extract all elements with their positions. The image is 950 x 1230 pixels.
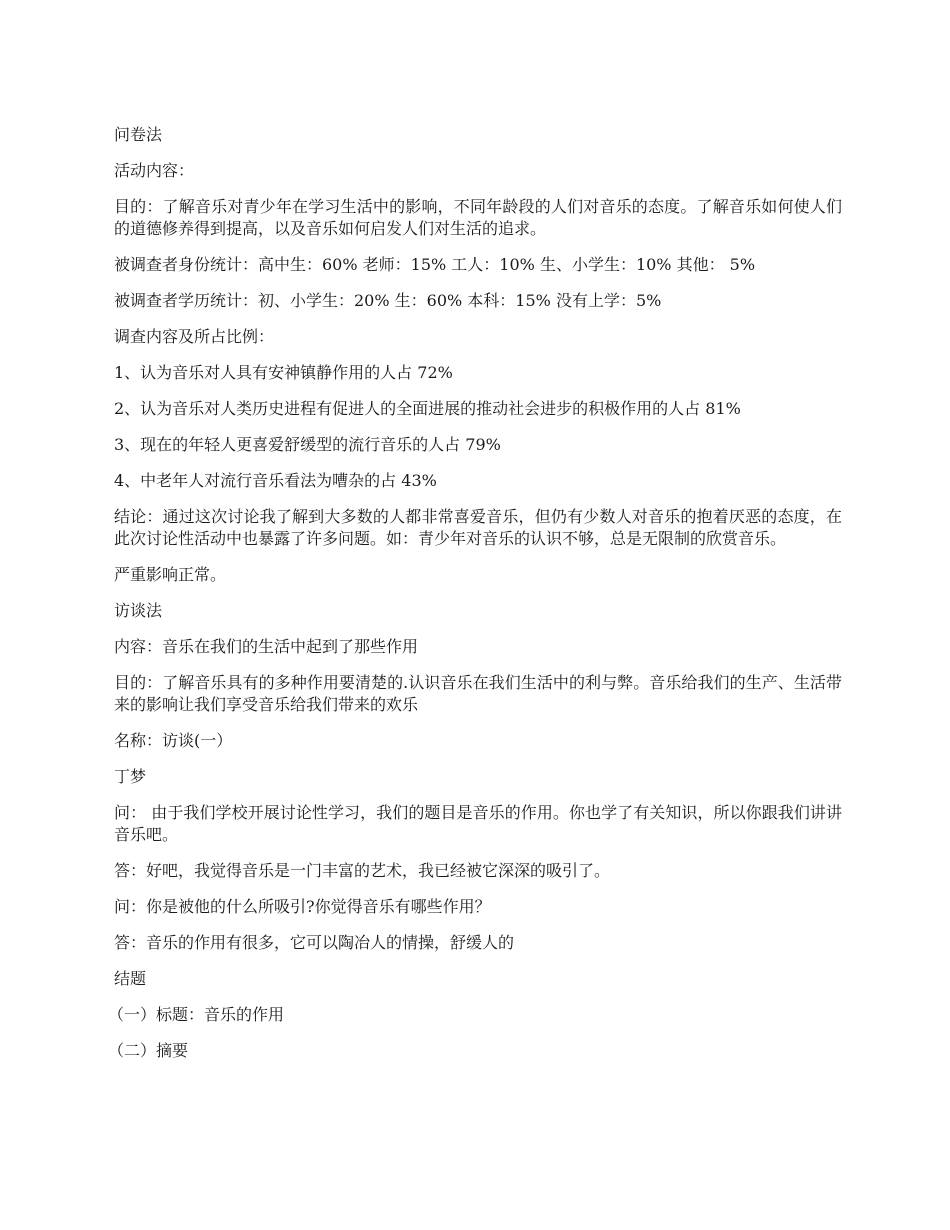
question-1: 问： 由于我们学校开展讨论性学习，我们的题目是音乐的作用。你也学了有关知识，所以你跟我们讲讲音乐吧。 — [114, 803, 842, 844]
answer-2: 答：音乐的作用有很多，它可以陶冶人的情操，舒缓人的 — [114, 933, 515, 952]
survey-item-1: 1、认为音乐对人具有安神镇静作用的人占 72% — [114, 363, 453, 382]
interview-name: 名称：访谈(一） — [114, 731, 233, 750]
survey-content-label: 调查内容及所占比例： — [114, 327, 275, 346]
conclusion-continuation: 严重影响正常。 — [114, 565, 227, 584]
question-2: 问：你是被他的什么所吸引?你觉得音乐有哪些作用？ — [114, 897, 491, 916]
heading-conclusion: 结题 — [114, 969, 147, 988]
heading-questionnaire: 问卷法 — [114, 125, 163, 144]
interview-purpose: 目的：了解音乐具有的多种作用要清楚的.认识音乐在我们生活中的利与弊。音乐给我们的生产、生活带来的影响让我们享受音乐给我们带来的欢乐 — [114, 673, 842, 714]
answer-1: 答：好吧，我觉得音乐是一门丰富的艺术，我已经被它深深的吸引了。 — [114, 861, 611, 880]
conclusion-paragraph: 结论：通过这次讨论我了解到大多数的人都非常喜爱音乐，但仍有少数人对音乐的抱着厌恶的态度，在此次讨论性活动中也暴露了许多问题。如：青少年对音乐的认识不够，总是无限制的欣赏音乐。 — [114, 507, 842, 548]
document-page — [108, 124, 842, 1076]
interviewee-name: 丁梦 — [114, 767, 147, 786]
survey-item-2: 2、认为音乐对人类历史进程有促进人的全面进展的推动社会进步的积极作用的人占 81% — [114, 399, 741, 418]
identity-statistics: 被调查者身份统计：高中生：60% 老师：15% 工人：10% 生、小学生：10% 其他： 5% — [114, 255, 756, 274]
education-statistics: 被调查者学历统计：初、小学生：20% 生：60% 本科：15% 没有上学：5% — [114, 291, 662, 310]
survey-item-3: 3、现在的年轻人更喜爱舒缓型的流行音乐的人占 79% — [114, 435, 501, 454]
activity-content-label: 活动内容： — [114, 161, 195, 180]
section-title: （一）标题：音乐的作用 — [108, 1005, 285, 1024]
interview-content: 内容：音乐在我们的生活中起到了那些作用 — [114, 637, 419, 656]
purpose-paragraph: 目的：了解音乐对青少年在学习生活中的影响，不同年龄段的人们对音乐的态度。了解音乐如何使人们的道德修养得到提高，以及音乐如何启发人们对生活的追求。 — [114, 197, 842, 238]
survey-item-4: 4、中老年人对流行音乐看法为嘈杂的占 43% — [114, 471, 437, 490]
section-abstract: （二）摘要 — [108, 1041, 189, 1060]
heading-interview: 访谈法 — [114, 601, 163, 620]
